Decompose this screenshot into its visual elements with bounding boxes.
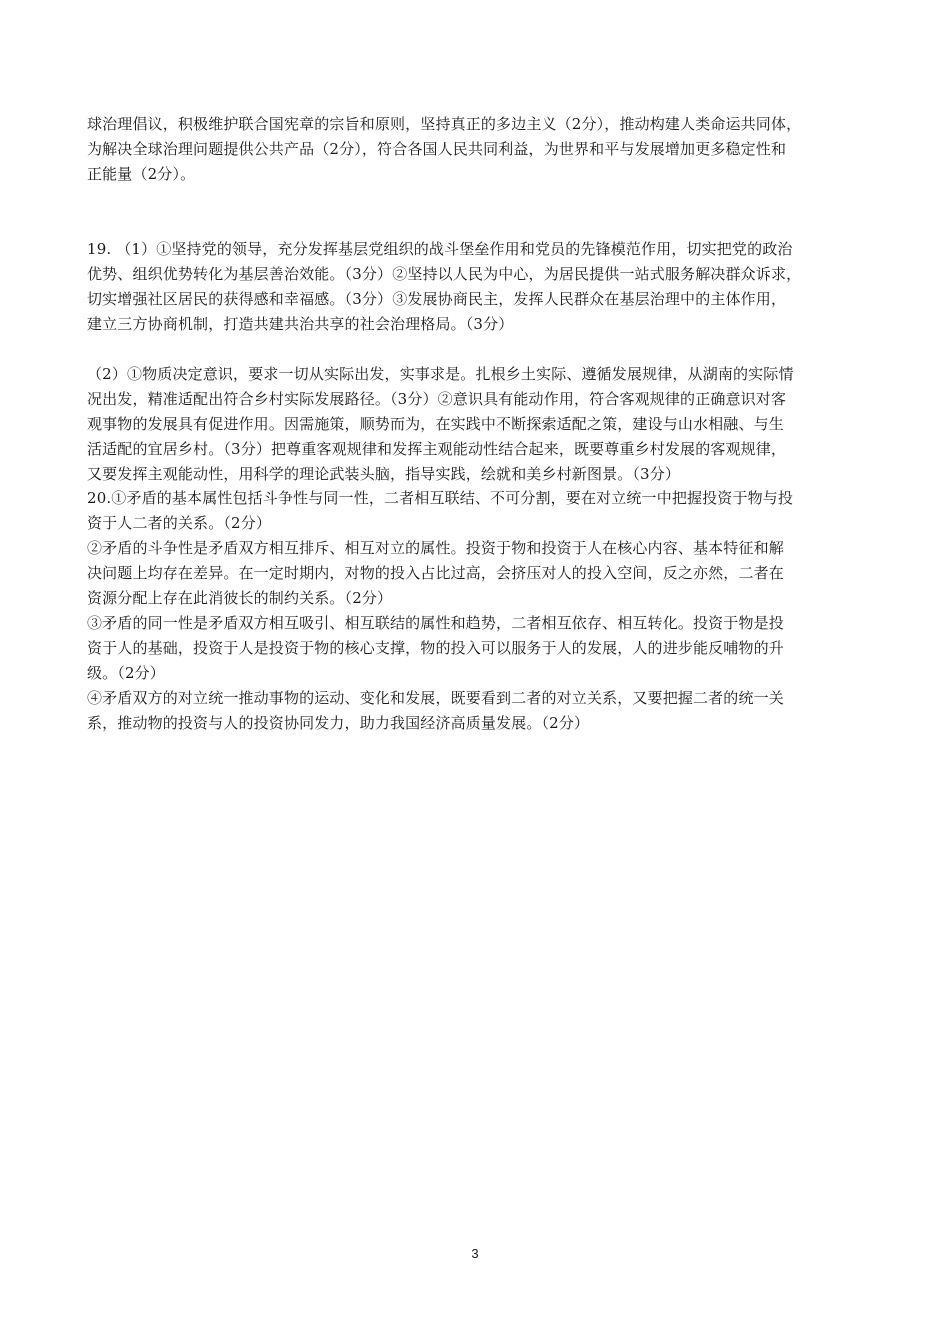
text-line: ③矛盾的同一性是矛盾双方相互吸引、相互联结的属性和趋势，二者相互依存、相互转化。投资于物是投 xyxy=(87,614,784,632)
text-line: 资于人二者的关系。（2分） xyxy=(87,514,271,532)
text-line: 为解决全球治理问题提供公共产品（2分），符合各国人民共同利益，为世界和平与发展增加更多稳定性和 xyxy=(87,140,787,158)
text-line: 建立三方协商机制，打造共建共治共享的社会治理格局。（3分） xyxy=(87,315,514,333)
text-line: 决问题上均存在差异。在一定时期内，对物的投入占比过高，会挤压对人的投入空间，反之亦然，二者在 xyxy=(87,564,784,582)
text-line: ②矛盾的斗争性是矛盾双方相互排斥、相互对立的属性。投资于物和投资于人在核心内容、基本特征和解 xyxy=(87,539,784,557)
text-line: ④矛盾双方的对立统一推动事物的运动、变化和发展，既要看到二者的对立关系，又要把握二者的统一关 xyxy=(87,689,784,707)
text-line: 20.①矛盾的基本属性包括斗争性与同一性，二者相互联结、不可分割，要在对立统一中把握投资于物与投 xyxy=(87,489,794,507)
text-line: 优势、组织优势转化为基层善治效能。（3分）②坚持以人民为中心，为居民提供一站式服务解决群众诉求， xyxy=(87,265,802,283)
text-line: 又要发挥主观能动性，用科学的理论武装头脑，指导实践，绘就和美乡村新图景。（3分） xyxy=(87,465,681,483)
question-19-part-2-answer xyxy=(87,362,867,487)
text-line: 观事物的发展具有促进作用。因需施策，顺势而为，在实践中不断探索适配之策，建设与山水相融、与生 xyxy=(87,415,784,433)
question-20-answer xyxy=(87,486,867,736)
text-line: 况出发，精准适配出符合乡村实际发展路径。（3分）②意识具有能动作用，符合客观规律的正确意识对客 xyxy=(87,390,787,408)
text-line: （2）①物质决定意识，要求一切从实际出发，实事求是。扎根乡土实际、遵循发展规律，从湖南的实际情 xyxy=(87,365,794,383)
text-line: 系，推动物的投资与人的投资协同发力，助力我国经济高质量发展。（2分） xyxy=(87,714,590,732)
text-line: 级。（2分） xyxy=(87,664,165,682)
text-line: 活适配的宜居乡村。（3分）把尊重客观规律和发挥主观能动性结合起来，既要尊重乡村发展的客观规律， xyxy=(87,440,787,458)
text-line: 正能量（2分）。 xyxy=(87,165,196,183)
previous-answer-continuation xyxy=(87,112,867,187)
text-line: 资于人的基础，投资于人是投资于物的核心支撑，物的投入可以服务于人的发展，人的进步能反哺物的升 xyxy=(87,639,784,657)
text-line: 19. （1）①坚持党的领导，充分发挥基层党组织的战斗堡垒作用和党员的先锋模范作用，切实把党的政治 xyxy=(87,240,793,258)
text-line: 资源分配上存在此消彼长的制约关系。（2分） xyxy=(87,589,393,607)
question-19-part-1-answer xyxy=(87,237,867,337)
text-line: 球治理倡议，积极维护联合国宪章的宗旨和原则，坚持真正的多边主义（2分），推动构建人类命运共同体， xyxy=(87,115,802,133)
page-number: 3 xyxy=(471,1246,479,1261)
text-line: 切实增强社区居民的获得感和幸福感。（3分）③发展协商民主，发挥人民群众在基层治理中的主体作用， xyxy=(87,290,787,308)
